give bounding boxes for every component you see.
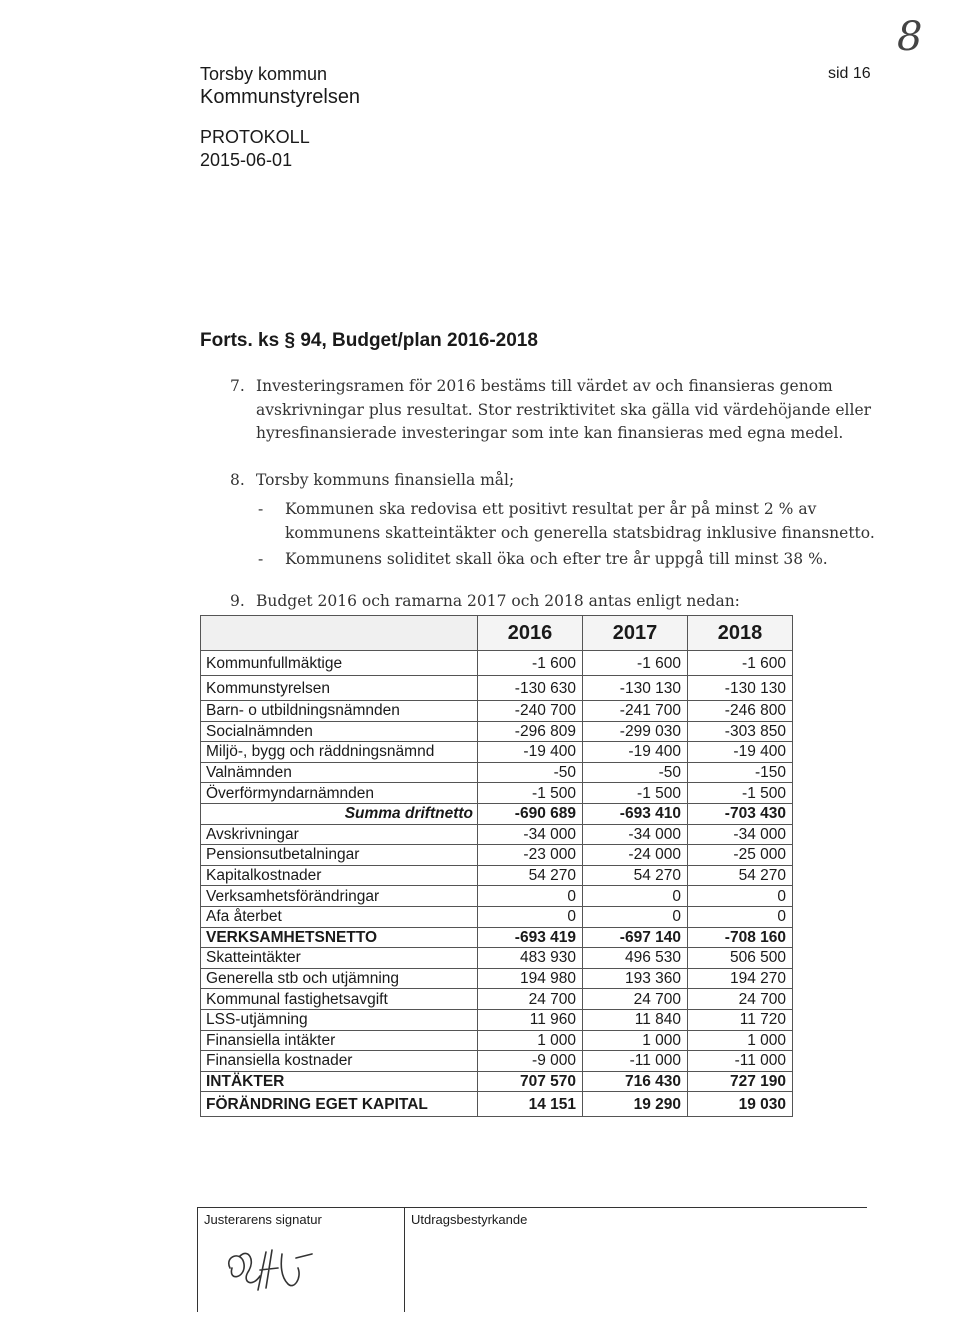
- value-cell-2017: -299 030: [583, 721, 688, 742]
- row-label: Valnämnden: [201, 762, 478, 783]
- value-cell-2018: 0: [688, 886, 793, 907]
- value-cell-2018: -11 000: [688, 1051, 793, 1072]
- item-8-bullet-1-line-2: kommunens skatteintäkter och generella statsbidrag inklusive finansnetto.: [285, 524, 875, 542]
- bullet-dash: -: [258, 500, 264, 518]
- item-8-number: 8.: [230, 471, 245, 489]
- value-cell-2016: 14 151: [478, 1092, 583, 1117]
- row-label: Miljö-, bygg och räddningsnämnd: [201, 742, 478, 763]
- table-row: [201, 989, 793, 1010]
- table-row: [201, 865, 793, 886]
- value-cell-2016: 24 700: [478, 989, 583, 1010]
- table-row: [201, 701, 793, 722]
- value-cell-2017: 19 290: [583, 1092, 688, 1117]
- table-row: [201, 783, 793, 804]
- value-cell-2018: -703 430: [688, 803, 793, 824]
- value-cell-2018: 11 720: [688, 1009, 793, 1030]
- table-row: [201, 1009, 793, 1030]
- value-cell-2016: -19 400: [478, 742, 583, 763]
- bullet-dash: -: [258, 550, 264, 568]
- row-label: Barn- o utbildningsnämnden: [201, 701, 478, 722]
- table-row: [201, 651, 793, 676]
- table-row: [201, 803, 793, 824]
- value-cell-2016: -693 419: [478, 927, 583, 948]
- item-7-number: 7.: [230, 377, 245, 395]
- table-row: [201, 968, 793, 989]
- row-label: INTÄKTER: [201, 1071, 478, 1092]
- value-cell-2016: 54 270: [478, 865, 583, 886]
- row-label: Avskrivningar: [201, 824, 478, 845]
- row-label: Skatteintäkter: [201, 948, 478, 969]
- item-9-line-1: Budget 2016 och ramarna 2017 och 2018 antas enligt nedan:: [256, 592, 740, 610]
- value-cell-2016: -296 809: [478, 721, 583, 742]
- row-label: Afa återbet: [201, 906, 478, 927]
- item-8-bullet-2-line-1: Kommunens soliditet skall öka och efter tre år uppgå till minst 38 %.: [285, 550, 828, 568]
- table-row: [201, 721, 793, 742]
- item-9-number: 9.: [230, 592, 245, 610]
- signature-divider: [404, 1207, 405, 1312]
- value-cell-2017: 0: [583, 886, 688, 907]
- table-header-row: [201, 616, 793, 651]
- row-label: Kommunfullmäktige: [201, 651, 478, 676]
- row-label: Finansiella intäkter: [201, 1030, 478, 1051]
- value-cell-2017: -1 600: [583, 651, 688, 676]
- value-cell-2016: 194 980: [478, 968, 583, 989]
- value-cell-2017: 11 840: [583, 1009, 688, 1030]
- value-cell-2016: -1 500: [478, 783, 583, 804]
- value-cell-2017: -24 000: [583, 845, 688, 866]
- row-label: Kommunal fastighetsavgift: [201, 989, 478, 1010]
- value-cell-2017: -130 130: [583, 676, 688, 701]
- row-label: Kapitalkostnader: [201, 865, 478, 886]
- value-cell-2017: 193 360: [583, 968, 688, 989]
- page-number: sid 16: [828, 65, 871, 82]
- value-cell-2018: -303 850: [688, 721, 793, 742]
- item-8-bullet-1-line-1: Kommunen ska redovisa ett positivt resultat per år på minst 2 % av: [285, 500, 817, 518]
- value-cell-2018: -19 400: [688, 742, 793, 763]
- value-cell-2018: 506 500: [688, 948, 793, 969]
- value-cell-2018: 19 030: [688, 1092, 793, 1117]
- doc-type: PROTOKOLL: [200, 127, 310, 147]
- value-cell-2016: -34 000: [478, 824, 583, 845]
- table-row: [201, 906, 793, 927]
- value-cell-2018: -150: [688, 762, 793, 783]
- board-name: Kommunstyrelsen: [200, 86, 361, 108]
- value-cell-2016: 0: [478, 886, 583, 907]
- value-cell-2016: -690 689: [478, 803, 583, 824]
- value-cell-2018: 0: [688, 906, 793, 927]
- value-cell-2018: -1 600: [688, 651, 793, 676]
- value-cell-2018: 194 270: [688, 968, 793, 989]
- item-7-line-1: Investeringsramen för 2016 bestäms till värdet av och finansieras genom: [256, 377, 833, 395]
- value-cell-2017: 54 270: [583, 865, 688, 886]
- section-title: Forts. ks § 94, Budget/plan 2016-2018: [200, 330, 538, 351]
- row-label: Pensionsutbetalningar: [201, 845, 478, 866]
- value-cell-2017: 0: [583, 906, 688, 927]
- value-cell-2018: -130 130: [688, 676, 793, 701]
- org-name: Torsby kommun: [200, 64, 328, 84]
- handwritten-signature: [222, 1238, 332, 1298]
- value-cell-2017: -241 700: [583, 701, 688, 722]
- value-cell-2016: 11 960: [478, 1009, 583, 1030]
- table-row: [201, 1030, 793, 1051]
- value-cell-2017: -693 410: [583, 803, 688, 824]
- value-cell-2017: 24 700: [583, 989, 688, 1010]
- table-row: [201, 1092, 793, 1117]
- year-header: 2018: [688, 616, 793, 651]
- row-label: Överförmyndarnämnden: [201, 783, 478, 804]
- table-row: [201, 1051, 793, 1072]
- value-cell-2016: 707 570: [478, 1071, 583, 1092]
- value-cell-2017: 1 000: [583, 1030, 688, 1051]
- doc-date: 2015-06-01: [200, 150, 293, 170]
- value-cell-2017: -50: [583, 762, 688, 783]
- item-7-line-2: avskrivningar plus resultat. Stor restriktivitet ska gälla vid värdehöjande eller: [256, 401, 872, 419]
- year-header: 2017: [583, 616, 688, 651]
- table-row: [201, 948, 793, 969]
- value-cell-2016: 483 930: [478, 948, 583, 969]
- item-7-line-3: hyresfinansierade investeringar som inte kan finansieras med egna medel.: [256, 424, 844, 442]
- value-cell-2017: -19 400: [583, 742, 688, 763]
- value-cell-2016: -130 630: [478, 676, 583, 701]
- row-label: Verksamhetsförändringar: [201, 886, 478, 907]
- signature-divider: [197, 1207, 198, 1312]
- value-cell-2018: -1 500: [688, 783, 793, 804]
- value-cell-2018: -25 000: [688, 845, 793, 866]
- table-row: [201, 824, 793, 845]
- value-cell-2016: -50: [478, 762, 583, 783]
- table-row: [201, 1071, 793, 1092]
- table-row: [201, 886, 793, 907]
- value-cell-2016: -23 000: [478, 845, 583, 866]
- justerare-label: Justerarens signatur: [204, 1212, 322, 1227]
- value-cell-2018: 727 190: [688, 1071, 793, 1092]
- value-cell-2018: -34 000: [688, 824, 793, 845]
- value-cell-2017: 496 530: [583, 948, 688, 969]
- value-cell-2017: -1 500: [583, 783, 688, 804]
- row-label: VERKSAMHETSNETTO: [201, 927, 478, 948]
- row-label: Kommunstyrelsen: [201, 676, 478, 701]
- utdrag-label: Utdragsbestyrkande: [411, 1212, 528, 1227]
- table-row: [201, 762, 793, 783]
- value-cell-2016: -9 000: [478, 1051, 583, 1072]
- value-cell-2018: 54 270: [688, 865, 793, 886]
- value-cell-2017: 716 430: [583, 1071, 688, 1092]
- value-cell-2017: -34 000: [583, 824, 688, 845]
- value-cell-2016: 1 000: [478, 1030, 583, 1051]
- value-cell-2016: 0: [478, 906, 583, 927]
- value-cell-2016: -1 600: [478, 651, 583, 676]
- header-blank-cell: [201, 616, 478, 651]
- table-row: [201, 742, 793, 763]
- value-cell-2018: 1 000: [688, 1030, 793, 1051]
- row-label: Socialnämnden: [201, 721, 478, 742]
- value-cell-2017: -11 000: [583, 1051, 688, 1072]
- value-cell-2018: -708 160: [688, 927, 793, 948]
- value-cell-2017: -697 140: [583, 927, 688, 948]
- table-row: [201, 676, 793, 701]
- row-label: Summa driftnetto: [201, 803, 478, 824]
- handwritten-page-mark: 8: [897, 14, 923, 60]
- budget-table: [200, 615, 793, 1117]
- value-cell-2018: -246 800: [688, 701, 793, 722]
- table-row: [201, 845, 793, 866]
- value-cell-2018: 24 700: [688, 989, 793, 1010]
- value-cell-2016: -240 700: [478, 701, 583, 722]
- table-row: [201, 927, 793, 948]
- row-label: Finansiella kostnader: [201, 1051, 478, 1072]
- row-label: FÖRÄNDRING EGET KAPITAL: [201, 1092, 478, 1117]
- item-8-line-1: Torsby kommuns finansiella mål;: [256, 471, 515, 489]
- year-header: 2016: [478, 616, 583, 651]
- row-label: LSS-utjämning: [201, 1009, 478, 1030]
- row-label: Generella stb och utjämning: [201, 968, 478, 989]
